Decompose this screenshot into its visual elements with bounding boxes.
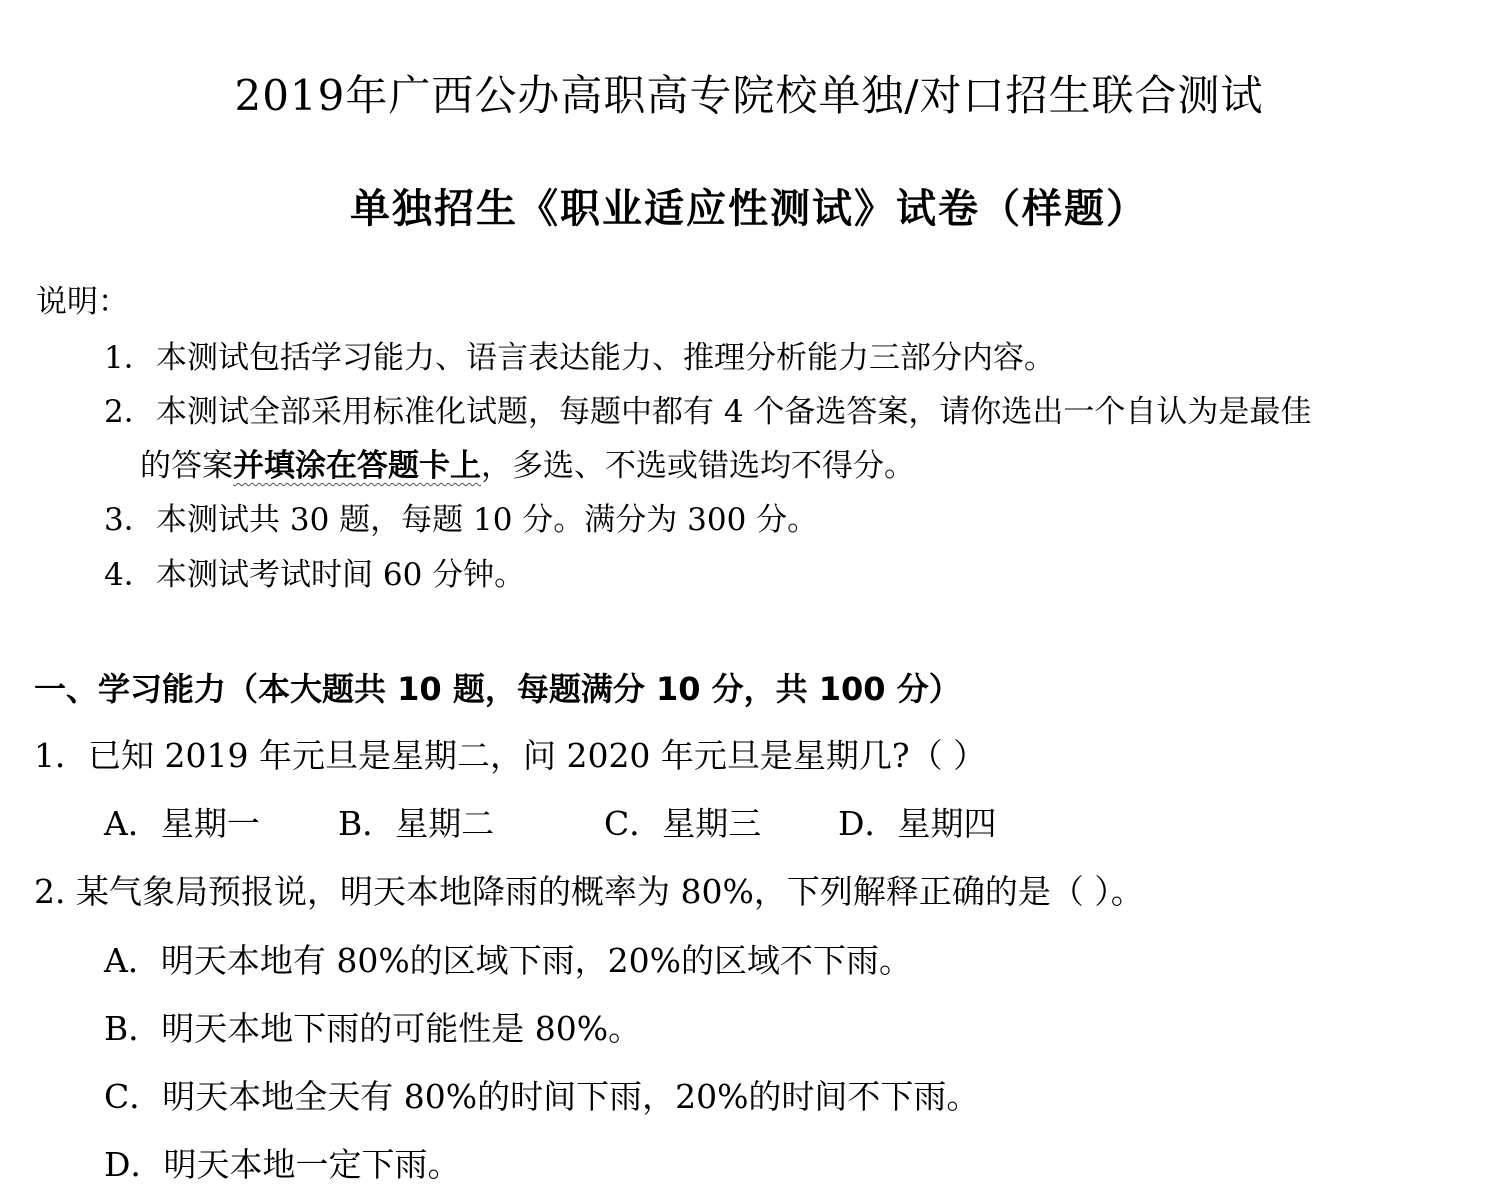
question-2-option-d: D．明天本地一定下雨。 bbox=[104, 1145, 461, 1184]
instruction-number: 3． bbox=[104, 502, 155, 538]
instruction-item-2 bbox=[104, 392, 1311, 432]
instruction-text: ，多选、不选或错选均不得分。 bbox=[481, 448, 915, 484]
question-2-stem: 2. 某气象局预报说，明天本地降雨的概率为 80%，下列解释正确的是（ ）。 bbox=[34, 872, 1144, 911]
instruction-text: 本测试共 30 题，每题 10 分。满分为 300 分。 bbox=[156, 502, 819, 538]
instruction-item-2-continued bbox=[140, 446, 915, 486]
instruction-text: 本测试考试时间 60 分钟。 bbox=[156, 557, 526, 593]
question-2-option-b: B．明天本地下雨的可能性是 80%。 bbox=[104, 1009, 642, 1048]
instruction-item-3 bbox=[104, 500, 818, 540]
emphasized-instruction: 并填涂在答题卡上 bbox=[233, 448, 481, 484]
question-1-option-b: B．星期二 bbox=[338, 804, 495, 843]
instruction-text: 本测试全部采用标准化试题，每题中都有 4 个备选答案，请你选出一个自认为是最佳 bbox=[156, 394, 1312, 430]
question-2-option-c: C．明天本地全天有 80%的时间下雨，20%的时间不下雨。 bbox=[104, 1077, 980, 1116]
question-1-option-c: C．星期三 bbox=[604, 804, 762, 843]
question-1-option-a: A．星期一 bbox=[104, 804, 260, 843]
instruction-item-1 bbox=[104, 338, 1055, 378]
question-1-option-d: D．星期四 bbox=[838, 804, 997, 843]
exam-subtitle: 单独招生《职业适应性测试》试卷（样题） bbox=[350, 186, 1148, 232]
instruction-item-4 bbox=[104, 555, 525, 595]
section-heading: 一、学习能力（本大题共 10 题，每题满分 10 分，共 100 分） bbox=[34, 670, 961, 708]
question-2-option-a: A．明天本地有 80%的区域下雨，20%的区域不下雨。 bbox=[104, 941, 913, 980]
instruction-number: 4． bbox=[104, 557, 155, 593]
instruction-number: 2． bbox=[104, 394, 155, 430]
instruction-text: 的答案 bbox=[140, 448, 233, 484]
exam-title: 2019年广西公办高职高专院校单独/对口招生联合测试 bbox=[234, 71, 1264, 120]
instructions-label: 说明： bbox=[36, 284, 129, 320]
instruction-text: 本测试包括学习能力、语言表达能力、推理分析能力三部分内容。 bbox=[156, 340, 1055, 376]
instruction-number: 1． bbox=[104, 340, 155, 376]
question-1-stem: 1．已知 2019 年元旦是星期二，问 2020 年元旦是星期几?（ ） bbox=[34, 736, 987, 775]
